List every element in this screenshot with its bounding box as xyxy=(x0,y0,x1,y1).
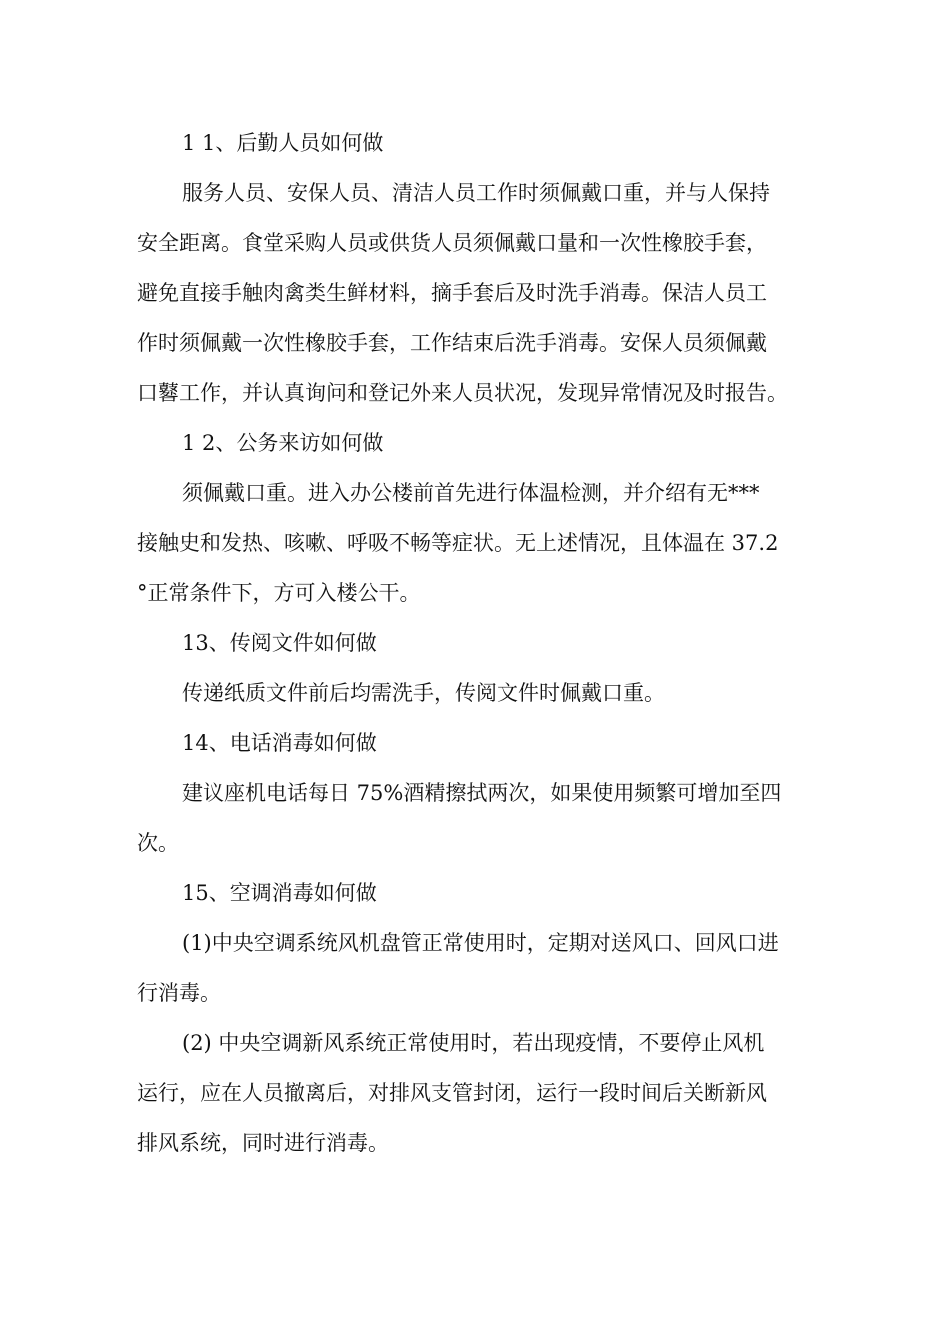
paragraph-line: °正常条件下，方可入楼公干。 xyxy=(137,581,421,605)
paragraph-line: 作时须佩戴一次性橡胶手套，工作结束后洗手消毒。安保人员须佩戴 xyxy=(137,331,767,355)
paragraph-line: (1)中央空调系统风机盘管正常使用时，定期对送风口、回风口进 xyxy=(182,931,779,955)
paragraph-line: 须佩戴口重。进入办公楼前首先进行体温检测，并介绍有无*** xyxy=(182,481,760,505)
paragraph-line: 运行，应在人员撤离后，对排风支管封闭，运行一段时间后关断新风 xyxy=(137,1081,767,1105)
section-heading: 13、传阅文件如何做 xyxy=(182,631,377,655)
section-heading: 14、电话消毒如何做 xyxy=(182,731,377,755)
paragraph-line: 次。 xyxy=(137,831,179,855)
paragraph-line: 避免直接手触肉禽类生鲜材料，摘手套后及时洗手消毒。保洁人员工 xyxy=(137,281,767,305)
paragraph-line: 行消毒。 xyxy=(137,981,221,1005)
paragraph-line: 口鼛工作，并认真询问和登记外来人员状况，发现异常情况及时报告。 xyxy=(137,381,788,405)
paragraph-line: 服务人员、安保人员、清洁人员工作时须佩戴口重，并与人保持 xyxy=(182,181,770,205)
paragraph-line: 建议座机电话每日 75%酒精擦拭两次，如果使用频繁可增加至四 xyxy=(182,781,782,805)
section-heading: 1 1、后勤人员如何做 xyxy=(182,131,384,155)
document-body xyxy=(137,118,821,1168)
section-heading: 15、空调消毒如何做 xyxy=(182,881,377,905)
paragraph-line: 接触史和发热、咳嗽、呼吸不畅等症状。无上述情况，且体温在 37.2 xyxy=(137,531,779,555)
paragraph-line: (2) 中央空调新风系统正常使用时，若出现疫情，不要停止风机 xyxy=(182,1031,765,1055)
paragraph-line: 排风系统，同时进行消毒。 xyxy=(137,1131,389,1155)
section-heading: 1 2、公务来访如何做 xyxy=(182,431,384,455)
paragraph-line: 传递纸质文件前后均需洗手，传阅文件时佩戴口重。 xyxy=(182,681,665,705)
paragraph-line: 安全距离。食堂采购人员或供货人员须佩戴口量和一次性橡胶手套， xyxy=(137,231,767,255)
